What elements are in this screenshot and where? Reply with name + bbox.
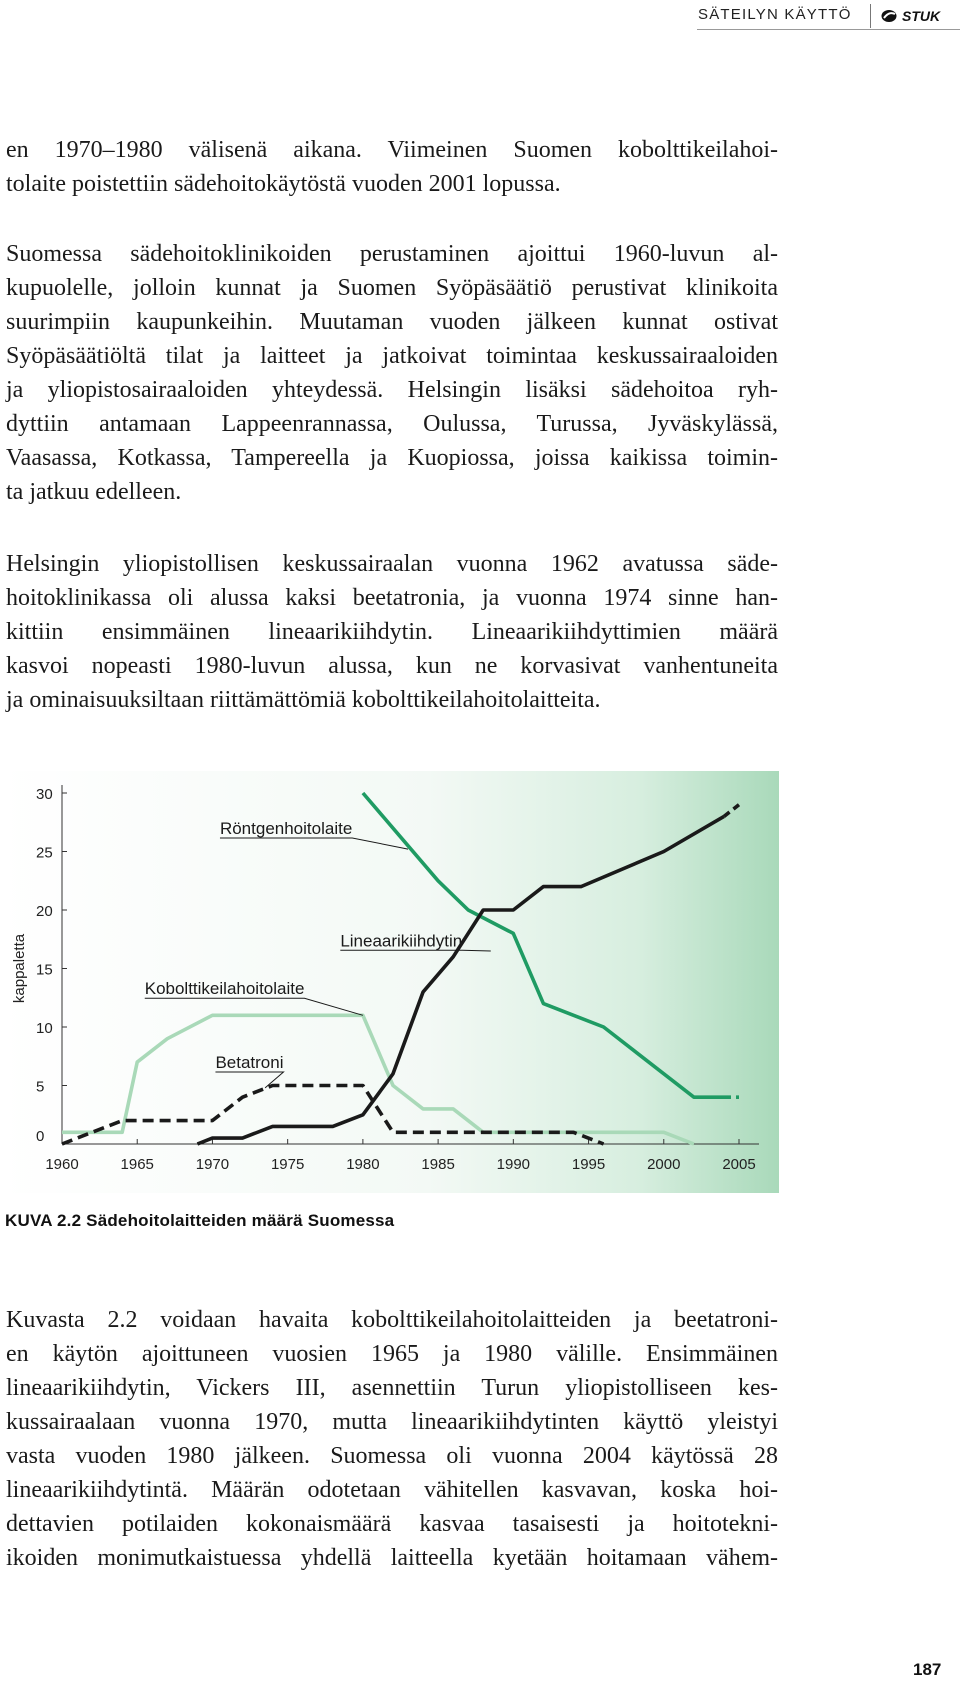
paragraph-2 xyxy=(6,237,778,509)
series-label: Kobolttikeilahoitolaite xyxy=(144,979,305,999)
y-tick-label: 30 xyxy=(36,786,53,803)
y-tick-label: 15 xyxy=(36,961,53,979)
stuk-logo xyxy=(881,6,940,26)
x-tick-label: 2000 xyxy=(647,1156,681,1173)
paragraph-1 xyxy=(6,133,778,201)
header-separator xyxy=(870,4,871,28)
x-tick-label: 1965 xyxy=(120,1156,154,1173)
x-tick-label: 2005 xyxy=(722,1156,756,1173)
chart-svg xyxy=(0,771,779,1193)
y-tick-label: 25 xyxy=(36,844,53,862)
x-tick-label: 1970 xyxy=(195,1156,230,1173)
text-line: Helsingin yliopistollisen keskussairaalan vuonna 1962 avatussa säde- xyxy=(6,551,778,577)
text-line: ja ominaisuuksiltaan riittämättömiä kobolttikeilahoitolaitteita. xyxy=(6,687,601,713)
x-tick-label: 1975 xyxy=(270,1156,305,1173)
series-label: Lineaarikiihdytin xyxy=(340,931,463,951)
text-line: ta jatkuu edelleen. xyxy=(6,479,182,505)
text-line: ikoiden monimutkaistuessa yhdellä laitteella kyetään hoitamaan vähem- xyxy=(6,1545,778,1571)
logo-text: STUK xyxy=(902,8,941,24)
paragraph-3 xyxy=(6,547,778,717)
stuk-logo-icon xyxy=(881,9,899,23)
text-line: Kuvasta 2.2 voidaan havaita kobolttikeilahoitolaitteiden ja beetatroni- xyxy=(6,1307,778,1333)
y-tick-label: 5 xyxy=(36,1078,45,1096)
text-line: kasvoi nopeasti 1980-luvun alussa, kun ne korvasivat vanhentuneita xyxy=(6,653,778,679)
y-tick-label: 0 xyxy=(36,1128,45,1145)
text-line: lineaarikiihdytin, Vickers III, asennettiin Turun yliopistolliseen kes- xyxy=(6,1375,778,1401)
series-label: Röntgenhoitolaite xyxy=(219,818,353,838)
text-line: kittiin ensimmäinen lineaarikiihdytin. Lineaarikiihdyttimien määrä xyxy=(6,619,778,645)
text-line: ja yliopistosairaaloiden yhteydessä. Helsingin lisäksi sädehoitoa ryh- xyxy=(6,377,778,403)
header-rule xyxy=(697,29,960,30)
x-tick-label: 1985 xyxy=(421,1156,455,1173)
text-line: lineaarikiihdytintä. Määrän odotetaan vähitellen kasvavan, koska hoi- xyxy=(6,1477,778,1503)
figure-chart xyxy=(0,771,779,1193)
text-line: dyttiin antamaan Lappeenrannassa, Oulussa, Turussa, Jyväskylässä, xyxy=(6,411,778,437)
series-label: Betatroni xyxy=(215,1052,284,1072)
text-line: Vaasassa, Kotkassa, Tampereella ja Kuopiossa, joissa kaikissa toimin- xyxy=(6,445,778,471)
text-line: kupuolelle, jolloin kunnat ja Suomen Syöpäsäätiö perustivat klinikoita xyxy=(6,275,778,301)
x-tick-label: 1990 xyxy=(496,1156,531,1173)
text-line: tolaite poistettiin sädehoitokäytöstä vuoden 2001 lopussa. xyxy=(6,171,561,197)
text-line: Suomessa sädehoitoklinikoiden perustaminen ajoittui 1960-luvun al- xyxy=(6,241,778,267)
text-line: en 1970–1980 välisenä aikana. Viimeinen Suomen kobolttikeilahoi- xyxy=(6,137,778,163)
text-line: hoitoklinikassa oli alussa kaksi beetatronia, ja vuonna 1974 sinne han- xyxy=(6,585,778,611)
x-tick-label: 1960 xyxy=(45,1156,79,1173)
y-tick-label: 10 xyxy=(36,1020,53,1037)
y-tick-label: 20 xyxy=(36,903,53,920)
section-label: SÄTEILYN KÄYTTÖ xyxy=(698,6,852,23)
x-tick-label: 1980 xyxy=(346,1156,380,1173)
text-line: vasta vuoden 1980 jälkeen. Suomessa oli vuonna 2004 käytössä 28 xyxy=(6,1443,778,1469)
x-tick-label: 1995 xyxy=(571,1156,606,1173)
text-line: Syöpäsäätiöltä tilat ja laitteet ja jatkoivat toimintaa keskussairaaloiden xyxy=(6,343,778,369)
text-line: dettavien potilaiden kokonaismäärä kasvaa tasaisesti ja hoitotekni- xyxy=(6,1511,778,1537)
figure-caption: KUVA 2.2 Sädehoitolaitteiden määrä Suomessa xyxy=(5,1211,395,1230)
text-line: en käytön ajoittuneen vuosien 1965 ja 1980 välille. Ensimmäinen xyxy=(6,1341,778,1367)
page-header xyxy=(0,0,960,34)
text-line: kussairaalaan vuonna 1970, mutta lineaarikiihdytinten käyttö yleistyi xyxy=(6,1409,778,1435)
paragraph-4 xyxy=(6,1303,778,1575)
text-line: suurimpiin kaupunkeihin. Muutaman vuoden jälkeen kunnat ostivat xyxy=(6,309,778,335)
page-number: 187 xyxy=(913,1660,942,1679)
y-axis-label: kappaletta xyxy=(11,933,28,1004)
